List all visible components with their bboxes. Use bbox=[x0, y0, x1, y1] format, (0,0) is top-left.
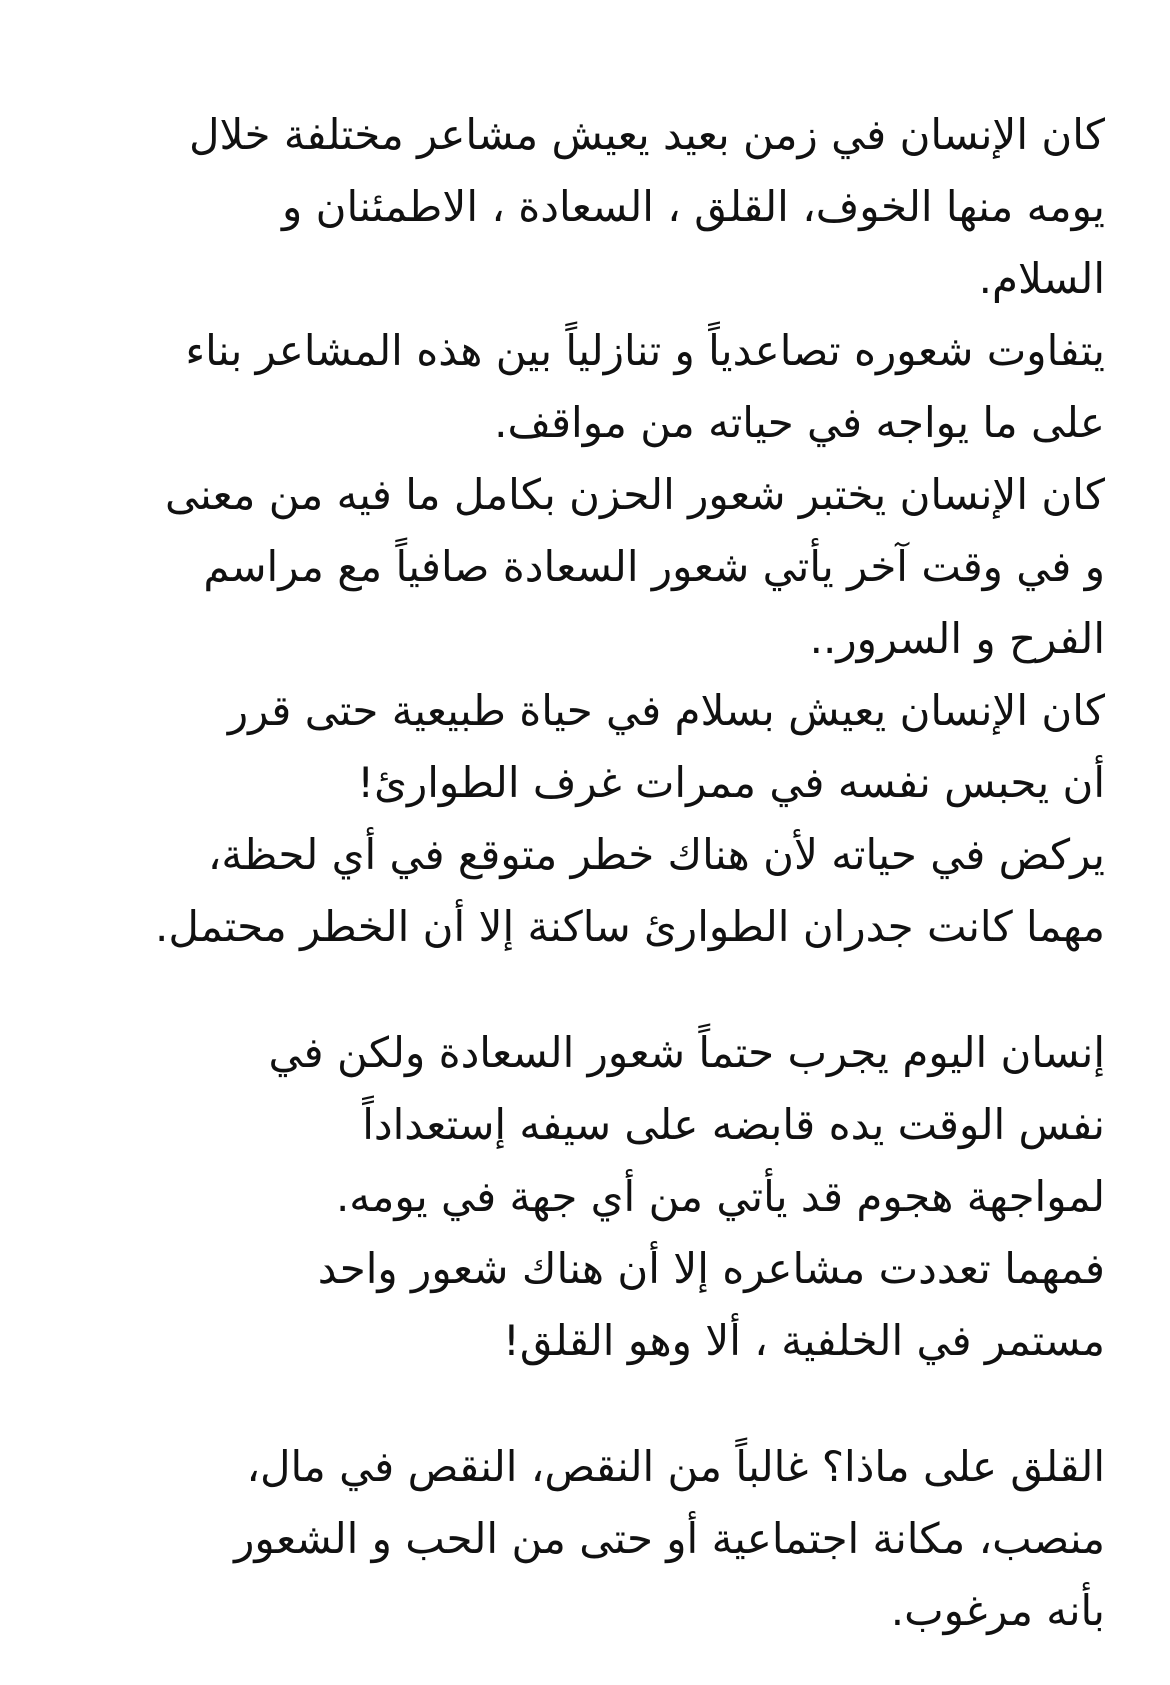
text-line: القلق على ماذا؟ غالباً من النقص، النقص في مال، bbox=[246, 1442, 1105, 1491]
paragraph-spacer bbox=[75, 963, 1105, 1017]
text-line: بأنه مرغوب. bbox=[890, 1586, 1105, 1635]
text-line: مستمر في الخلفية ، ألا وهو القلق! bbox=[503, 1316, 1105, 1365]
paragraph-1 bbox=[75, 99, 1105, 963]
text-line: كان الإنسان في زمن بعيد يعيش مشاعر مختلفة خلال bbox=[188, 110, 1105, 159]
text-line: إنسان اليوم يجرب حتماً شعور السعادة ولكن في bbox=[268, 1028, 1105, 1077]
text-line: و في وقت آخر يأتي شعور السعادة صافياً مع مراسم bbox=[203, 542, 1105, 591]
text-line: لمواجهة هجوم قد يأتي من أي جهة في يومه. bbox=[335, 1172, 1105, 1221]
text-line: يومه منها الخوف، القلق ، السعادة ، الاطمئنان و bbox=[282, 182, 1105, 231]
text-line: يركض في حياته لأن هناك خطر متوقع في أي لحظة، bbox=[207, 830, 1105, 879]
text-line: نفس الوقت يده قابضه على سيفه إستعداداً bbox=[362, 1100, 1105, 1149]
paragraph-3 bbox=[75, 1431, 1105, 1647]
article-body bbox=[75, 99, 1105, 1647]
text-line: السلام. bbox=[978, 254, 1105, 303]
paragraph-2 bbox=[75, 1017, 1105, 1377]
text-line: فمهما تعددت مشاعره إلا أن هناك شعور واحد bbox=[317, 1244, 1105, 1293]
text-line: كان الإنسان يختبر شعور الحزن بكامل ما فيه من معنى bbox=[164, 470, 1105, 519]
text-line: أن يحبس نفسه في ممرات غرف الطوارئ! bbox=[357, 758, 1105, 807]
text-line: منصب، مكانة اجتماعية أو حتى من الحب و الشعور bbox=[234, 1514, 1105, 1563]
text-line: مهما كانت جدران الطوارئ ساكنة إلا أن الخطر محتمل. bbox=[155, 902, 1105, 951]
text-line: يتفاوت شعوره تصاعدياً و تنازلياً بين هذه المشاعر بناء bbox=[185, 326, 1105, 375]
text-line: على ما يواجه في حياته من مواقف. bbox=[494, 398, 1105, 447]
paragraph-spacer bbox=[75, 1377, 1105, 1431]
text-line: الفرح و السرور.. bbox=[809, 614, 1105, 663]
text-line: كان الإنسان يعيش بسلام في حياة طبيعية حتى قرر bbox=[227, 686, 1105, 735]
